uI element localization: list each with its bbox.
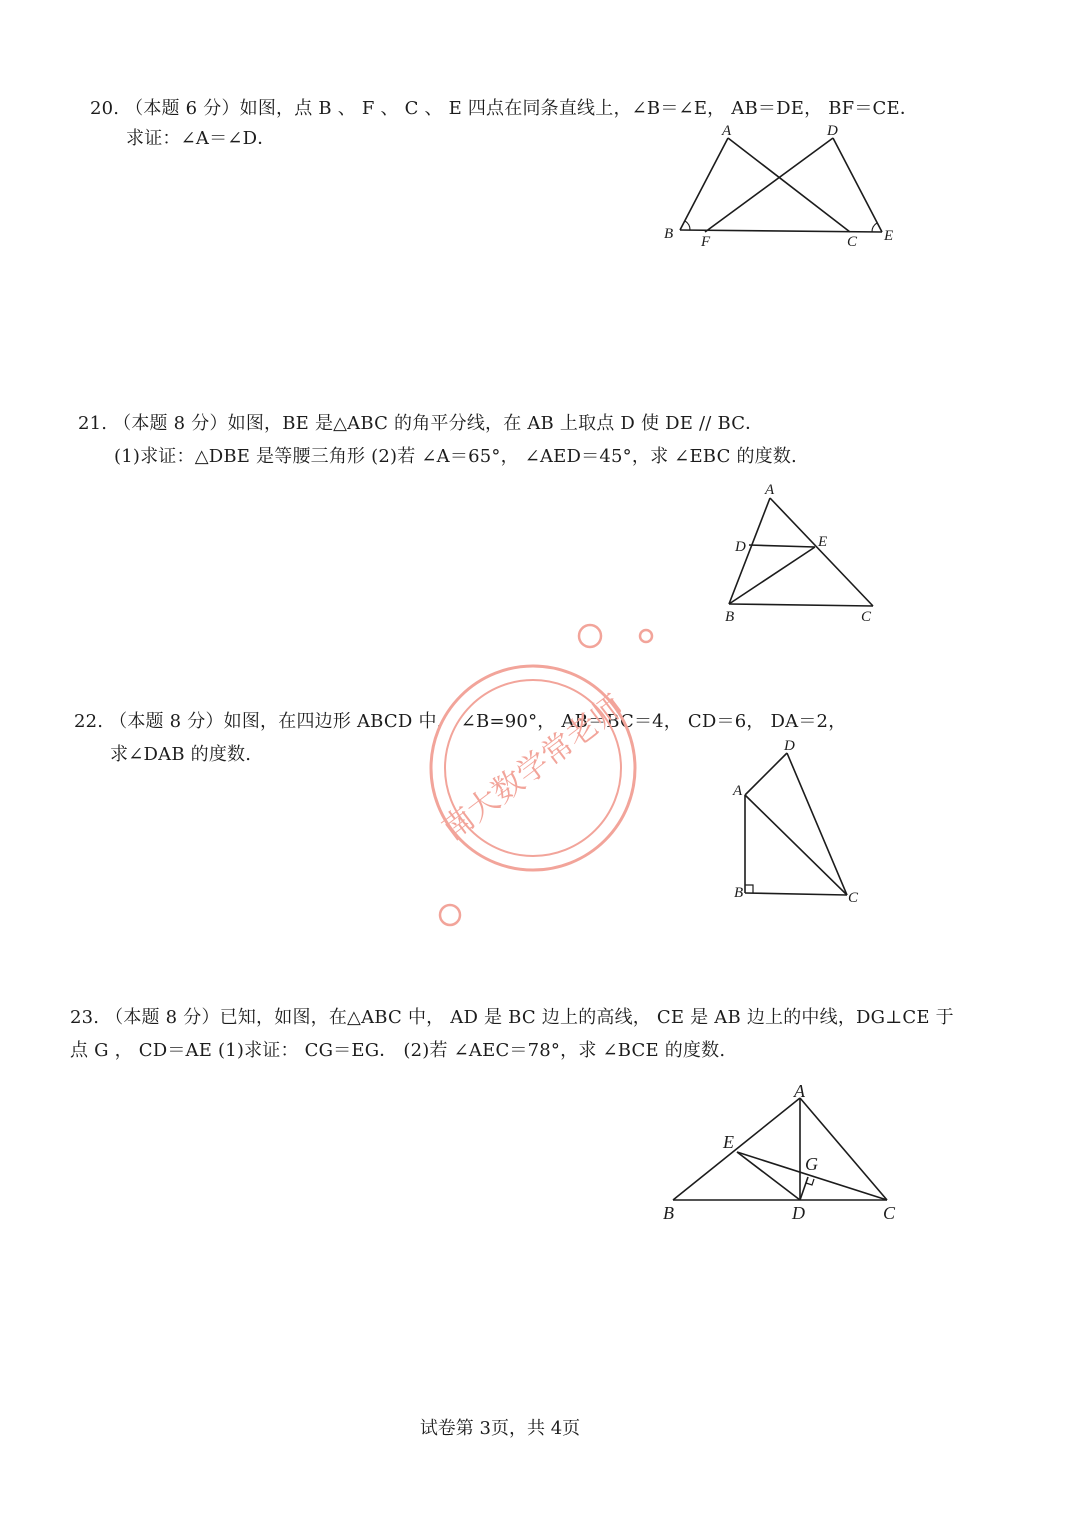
label-d: D <box>735 539 746 555</box>
label-a: A <box>765 482 775 498</box>
problem-22-text: （本题 8 分）如图，在四边形 ABCD 中， ∠B=90°， AB＝BC＝4， CD＝6， DA＝2， <box>109 711 847 732</box>
segment-be <box>729 547 815 604</box>
label-b: B <box>663 1203 674 1223</box>
segment-ac <box>745 795 847 895</box>
figure-21 <box>715 480 895 630</box>
problem-20-line-2: 求证：∠A＝∠D． <box>126 128 276 149</box>
label-a: A <box>722 123 732 139</box>
segment-bc <box>745 893 847 895</box>
problem-22-number: 22. <box>74 711 104 732</box>
label-c: C <box>861 609 872 625</box>
figure-22 <box>725 735 875 915</box>
label-b: B <box>734 885 744 901</box>
segment-dg <box>800 1177 808 1200</box>
label-e: E <box>723 1132 734 1152</box>
label-d: D <box>784 738 795 754</box>
segment-ab <box>680 138 728 230</box>
problem-21-text: （本题 8 分）如图，BE 是△ABC 的角平分线，在 AB 上取点 D 使 DE // BC． <box>113 413 764 434</box>
angle-mark-b <box>685 221 690 230</box>
right-angle-mark-b <box>745 885 753 893</box>
label-a: A <box>794 1081 805 1101</box>
figure-20 <box>650 120 910 260</box>
segment-be <box>680 230 882 232</box>
segment-ac <box>770 498 873 606</box>
problem-23-number: 23. <box>70 1007 100 1028</box>
segment-bc <box>729 604 873 606</box>
stamp-dot-1 <box>579 625 601 647</box>
segment-df <box>705 138 833 232</box>
watermark-stamp <box>400 610 660 930</box>
segment-da <box>745 753 787 795</box>
label-a: A <box>733 783 743 799</box>
problem-21-line-2: (1)求证：△DBE 是等腰三角形 (2)若 ∠A＝65°， ∠AED＝45°，求 ∠EBC 的度数. <box>114 446 797 467</box>
segment-ed <box>737 1152 800 1200</box>
label-f: F <box>701 234 711 250</box>
label-g: G <box>805 1154 818 1174</box>
problem-23-text: （本题 8 分）已知，如图，在△ABC 中， AD 是 BC 边上的高线， CE 是 AB 边上的中线，DG⊥CE 于 <box>105 1007 954 1028</box>
angle-mark-e <box>872 223 877 232</box>
label-c: C <box>848 890 859 906</box>
segment-ac <box>728 138 850 232</box>
label-b: B <box>725 609 735 625</box>
problem-22-line-2: 求∠DAB 的度数. <box>110 744 252 765</box>
problem-21-number: 21. <box>78 413 108 434</box>
segment-de <box>749 545 815 547</box>
problem-20-number: 20. <box>90 98 120 119</box>
problem-20-text: （本题 6 分）如图，点 B 、 F 、 C 、 E 四点在同条直线上，∠B＝∠E， AB＝DE， BF＝CE． <box>125 98 919 119</box>
page-footer: 试卷第 3页，共 4页 <box>419 1418 581 1439</box>
problem-23-line-2: 点 G ， CD＝AE (1)求证： CG＝EG． (2)若 ∠AEC＝78°，求 ∠BCE 的度数. <box>70 1040 726 1061</box>
figure-23 <box>655 1080 915 1230</box>
problem-20-line-1 <box>90 94 918 120</box>
segment-ac <box>800 1098 887 1200</box>
label-c: C <box>847 234 858 250</box>
watermark-text: 南大数学常老师 <box>435 688 631 848</box>
label-e: E <box>884 228 894 244</box>
label-e: E <box>818 534 828 550</box>
problem-23-line-1 <box>70 1003 954 1029</box>
segment-dc <box>787 753 847 895</box>
label-c: C <box>883 1203 896 1223</box>
segment-de <box>833 138 882 232</box>
problem-21-line-1 <box>78 409 763 435</box>
label-d: D <box>792 1203 805 1223</box>
stamp-dot-2 <box>640 630 652 642</box>
stamp-dot-3 <box>440 905 460 925</box>
label-d: D <box>827 123 838 139</box>
label-b: B <box>664 226 674 242</box>
